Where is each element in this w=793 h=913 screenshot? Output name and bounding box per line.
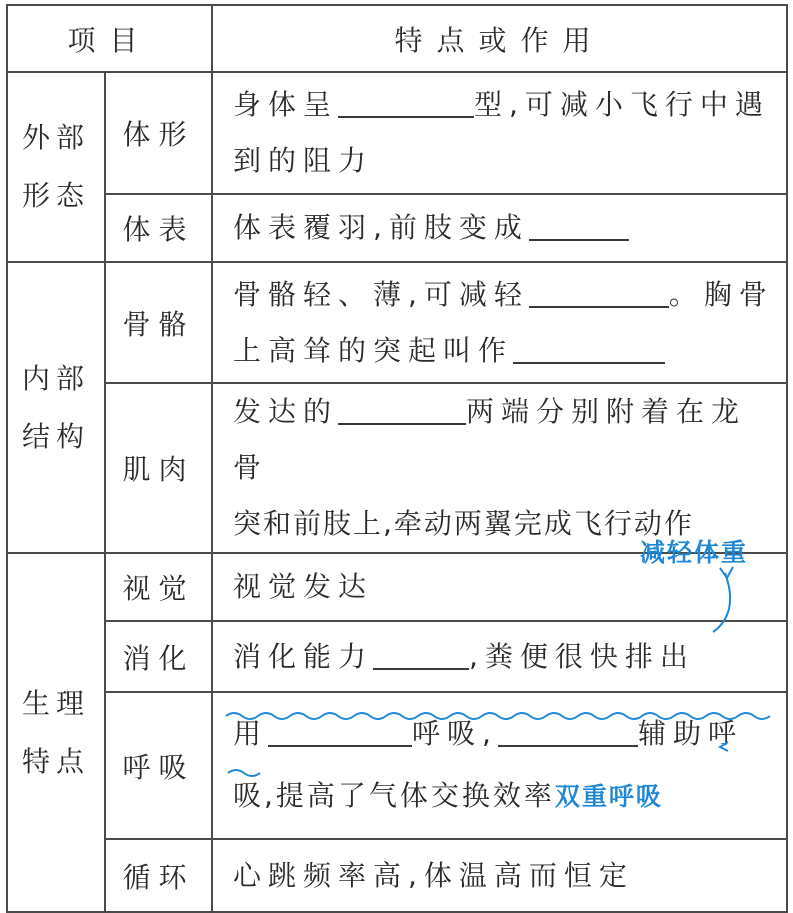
text-segment: 心跳频率高,体温高而恒定 xyxy=(233,858,634,892)
text-segment: 吸,提高了气体交换效率 xyxy=(233,779,555,812)
annotation-double-breathing: 双重呼吸 xyxy=(554,782,663,811)
answer-blank xyxy=(529,276,669,308)
table-row xyxy=(7,692,787,839)
table-row xyxy=(7,621,787,692)
table-row xyxy=(7,194,787,262)
text-circulation xyxy=(212,839,787,912)
text-segment: 型,可减小飞行中遇 xyxy=(474,88,770,121)
text-segment: 突和前肢上,牵动两翼完成飞行动作 xyxy=(233,507,694,540)
text-segment: 发达的 xyxy=(233,395,339,428)
text-segment: 上高耸的突起叫作 xyxy=(233,333,514,367)
text-digestion xyxy=(212,621,787,692)
text-segment: 身体呈 xyxy=(233,88,339,121)
item-circulation: 循环 xyxy=(105,839,212,912)
text-segment: 两端分别附着在龙骨 xyxy=(233,395,747,484)
table-row xyxy=(7,72,787,194)
text-skeleton xyxy=(212,262,787,383)
header-feature: 特点或作用 xyxy=(212,5,787,72)
text-segment: 体表覆羽,前肢变成 xyxy=(233,211,529,244)
answer-blank xyxy=(513,332,665,364)
text-muscle xyxy=(212,383,787,553)
text-segment: ,粪便很快排出 xyxy=(469,639,695,673)
item-skeleton: 骨骼 xyxy=(105,262,212,383)
category-line: 特点 xyxy=(21,744,90,778)
text-segment: 呼吸, xyxy=(412,717,498,750)
answer-blank xyxy=(373,638,469,670)
text-respiration xyxy=(212,692,787,839)
category-line: 形态 xyxy=(21,179,90,212)
item-muscle: 肌肉 xyxy=(105,383,212,553)
feature-table xyxy=(6,4,788,913)
text-segment: 用 xyxy=(233,717,269,750)
text-segment: 视觉发达 xyxy=(233,570,374,603)
text-segment: 。胸骨 xyxy=(668,277,774,311)
header-item: 项目 xyxy=(7,5,212,72)
answer-blank xyxy=(268,715,412,747)
category-line: 外部 xyxy=(21,121,90,154)
category-line: 生理 xyxy=(21,686,90,720)
text-segment: 辅助呼 xyxy=(637,717,743,750)
header-row xyxy=(7,5,787,72)
text-body-surface xyxy=(212,194,787,262)
answer-blank xyxy=(338,393,466,425)
table-row xyxy=(7,839,787,912)
text-segment: 到的阻力 xyxy=(233,144,374,177)
category-line: 内部 xyxy=(21,361,90,395)
category-internal xyxy=(7,262,105,553)
item-respiration: 呼吸 xyxy=(105,692,212,839)
item-vision: 视觉 xyxy=(105,553,212,621)
item-digestion: 消化 xyxy=(105,621,212,692)
text-segment: 消化能力 xyxy=(233,639,374,673)
table-row xyxy=(7,262,787,383)
category-line: 结构 xyxy=(21,419,90,453)
answer-blank xyxy=(498,715,638,747)
text-body-shape xyxy=(212,72,787,194)
category-physiology xyxy=(7,553,105,912)
item-body-surface: 体表 xyxy=(105,194,212,262)
table-row xyxy=(7,383,787,553)
answer-blank xyxy=(338,86,474,118)
text-segment: 骨骼轻、薄,可减轻 xyxy=(233,277,529,311)
answer-blank xyxy=(529,209,629,241)
category-external xyxy=(7,72,105,262)
annotation-reduce-weight: 减轻体重 xyxy=(640,538,749,567)
item-body-shape: 体形 xyxy=(105,72,212,194)
